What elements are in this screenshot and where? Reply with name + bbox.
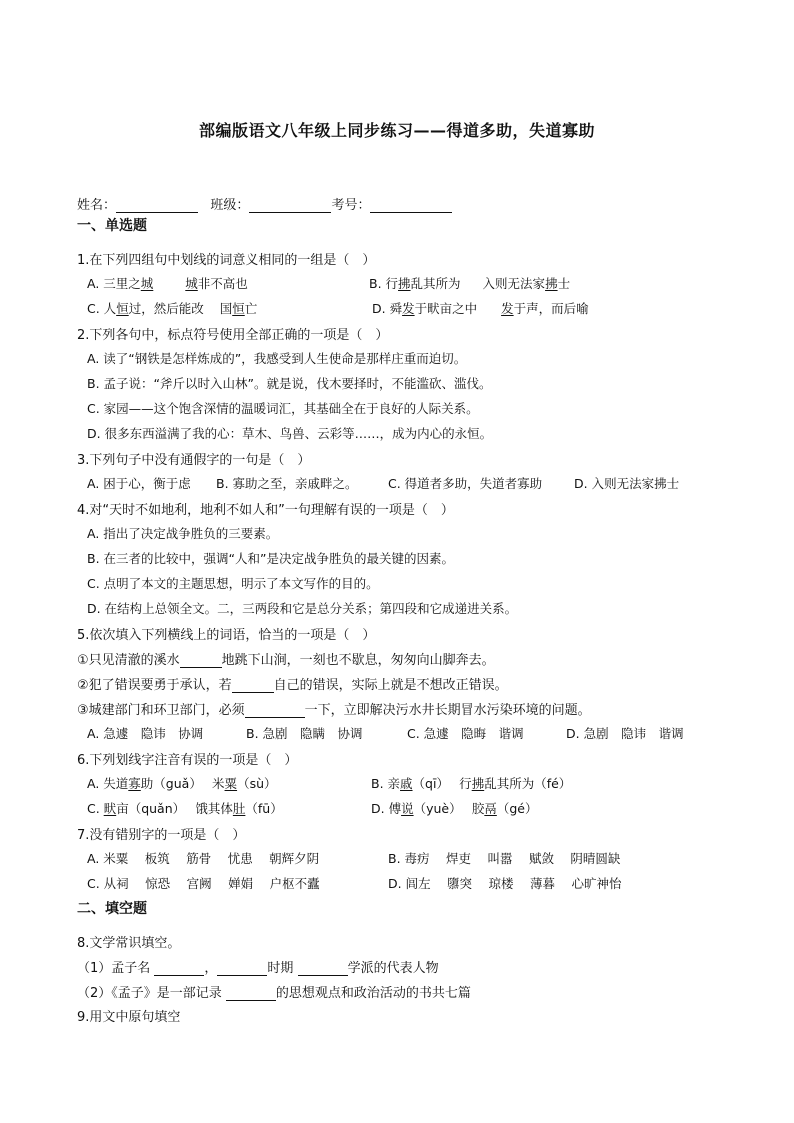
question-2-stem: 2.下列各句中，标点符号使用全部正确的一项是（ ） — [77, 328, 389, 343]
q3-option-d[interactable]: D. 入则无法家拂士 — [574, 476, 680, 491]
q2-option-b[interactable]: B. 孟子说：“斧斤以时入山林”。就是说，伐木要择时，不能滥砍、滥伐。 — [87, 376, 492, 391]
q3-option-b[interactable]: B. 寡助之至，亲戚畔之。 — [216, 476, 358, 491]
class-blank[interactable] — [249, 198, 331, 213]
q4-option-d[interactable]: D. 在结构上总领全文。二，三两段和它是总分关系；第四段和它成递进关系。 — [87, 601, 518, 616]
section-heading-single-choice: 一、单选题 — [77, 218, 147, 234]
q4-option-b[interactable]: B. 在三者的比较中，强调“人和”是决定战争胜负的最关键的因素。 — [87, 551, 454, 566]
question-3-stem: 3.下列句子中没有通假字的一句是（ ） — [77, 453, 311, 468]
question-4-stem: 4.对“天时不如地利，地利不如人和”一句理解有误的一项是（ ） — [77, 503, 454, 518]
exam-label: 考号： — [331, 198, 371, 213]
question-6-stem: 6.下列划线字注音有误的一项是（ ） — [77, 753, 298, 768]
q2-option-c[interactable]: C. 家园——这个饱含深情的温暖词汇，其基础全在于良好的人际关系。 — [87, 401, 479, 416]
question-5-stem: 5.依次填入下列横线上的词语，恰当的一项是（ ） — [77, 628, 376, 643]
q6-option-a[interactable]: A. 失道寡助（guǎ） 米粟（sù） — [87, 776, 277, 791]
student-info-row — [77, 194, 452, 213]
q4-option-a[interactable]: A. 指出了决定战争胜负的三要素。 — [87, 526, 279, 541]
q8-blank-2[interactable] — [217, 961, 267, 976]
q1-option-b[interactable]: B. 行拂乱其所为 入则无法家拂士 — [369, 276, 571, 291]
q1-option-a[interactable]: A. 三里之城 城非不高也 — [87, 276, 248, 291]
q5-blank-2[interactable] — [232, 678, 274, 693]
q5-sentence-1: ①只见清澈的溪水 地跳下山涧，一刻也不歇息，匆匆向山脚奔去。 — [77, 653, 495, 668]
q8-blank-3[interactable] — [298, 961, 348, 976]
q8-line-2: （2）《孟子》是一部记录 的思想观点和政治活动的书共七篇 — [77, 986, 471, 1001]
question-1-stem: 1.在下列四组句中划线的词意义相同的一组是（ ） — [77, 253, 376, 268]
question-7-stem: 7.没有错别字的一项是（ ） — [77, 828, 246, 843]
name-label: 姓名： — [77, 198, 117, 213]
q8-blank-1[interactable] — [154, 961, 204, 976]
q5-blank-1[interactable] — [180, 653, 222, 668]
q5-option-d[interactable]: D. 急剧 隐讳 谐调 — [566, 726, 684, 741]
q8-blank-4[interactable] — [226, 986, 276, 1001]
q5-sentence-3: ③城建部门和环卫部门，必须 一下，立即解决污水井长期冒水污染环境的问题。 — [77, 703, 591, 718]
doc-title: 部编版语文八年级上同步练习——得道多助，失道寡助 — [198, 121, 595, 140]
exam-blank[interactable] — [370, 198, 452, 213]
q2-option-a[interactable]: A. 读了“钢铁是怎样炼成的”，我感受到人生使命是那样庄重而迫切。 — [87, 351, 467, 366]
q6-option-d[interactable]: D. 傅说（yuè） 胶鬲（gé） — [371, 801, 538, 816]
q5-blank-3[interactable] — [245, 703, 305, 718]
q5-option-a[interactable]: A. 急遽 隐讳 协调 — [87, 726, 204, 741]
q6-option-c[interactable]: C. 畎亩（quǎn） 饿其体肚（fū） — [87, 801, 283, 816]
q5-sentence-2: ②犯了错误要勇于承认，若 自己的错误，实际上就是不想改正错误。 — [77, 678, 508, 693]
q7-option-d[interactable]: D. 闾左 隳突 琼楼 薄暮 心旷神怡 — [388, 876, 622, 891]
q7-option-c[interactable]: C. 从祠 惊恐 宫阙 婵娟 户枢不蠹 — [87, 876, 320, 891]
q3-option-c[interactable]: C. 得道者多助，失道者寡助 — [388, 476, 543, 491]
question-9-stem: 9.用文中原句填空 — [77, 1010, 181, 1025]
q5-option-c[interactable]: C. 急遽 隐晦 谐调 — [407, 726, 524, 741]
q1-option-c[interactable]: C. 人恒过，然后能改 国恒亡 — [87, 301, 258, 316]
q7-option-b[interactable]: B. 毒疠 焊吏 叫嚣 赋敛 阴晴圆缺 — [388, 851, 621, 866]
q3-option-a[interactable]: A. 困于心，衡于虑 — [87, 476, 191, 491]
q7-option-a[interactable]: A. 米粟 板筑 筋骨 忧患 朝辉夕阴 — [87, 851, 320, 866]
q5-option-b[interactable]: B. 急剧 隐瞒 协调 — [246, 726, 363, 741]
q2-option-d[interactable]: D. 很多东西溢满了我的心：草木、鸟兽、云彩等……，成为内心的永恒。 — [87, 426, 493, 441]
question-8-stem: 8.文学常识填空。 — [77, 936, 181, 951]
class-label: 班级： — [210, 198, 250, 213]
section-heading-fill-in: 二、填空题 — [77, 901, 147, 917]
q8-line-1: （1）孟子名 ， 时期 学派的代表人物 — [77, 961, 439, 976]
q1-option-d[interactable]: D. 舜发于畎亩之中 发于声，而后喻 — [372, 301, 589, 316]
q6-option-b[interactable]: B. 亲戚（qī） 行拂乱其所为（fé） — [371, 776, 572, 791]
q4-option-c[interactable]: C. 点明了本文的主题思想，明示了本文写作的目的。 — [87, 576, 379, 591]
name-blank[interactable] — [116, 198, 198, 213]
